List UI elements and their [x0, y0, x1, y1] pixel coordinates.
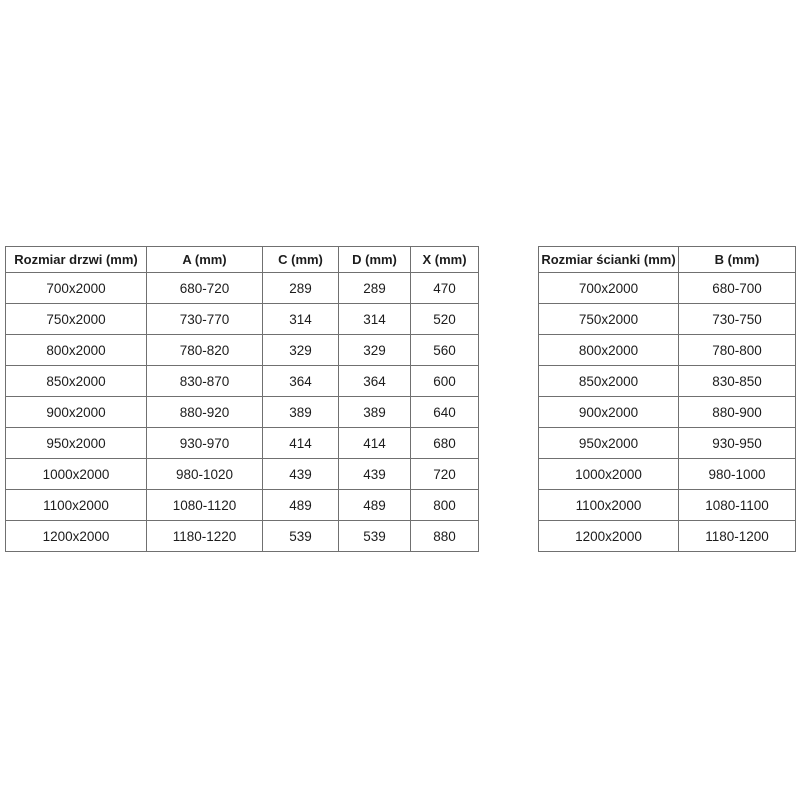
table-cell: 800x2000: [6, 335, 147, 366]
table-cell: 900x2000: [6, 397, 147, 428]
table-cell: 439: [339, 459, 411, 490]
table-row: [539, 521, 796, 552]
table-cell: 470: [411, 273, 479, 304]
table-row: [539, 459, 796, 490]
table-row: [6, 459, 479, 490]
table-row: [6, 273, 479, 304]
table-cell: 850x2000: [539, 366, 679, 397]
table-cell: 539: [339, 521, 411, 552]
header-cell: C (mm): [263, 247, 339, 273]
table-cell: 930-970: [147, 428, 263, 459]
table-cell: 389: [263, 397, 339, 428]
table-row: [539, 490, 796, 521]
table-cell: 830-850: [679, 366, 796, 397]
table-cell: 520: [411, 304, 479, 335]
table-row: [6, 397, 479, 428]
table-row: [539, 304, 796, 335]
header-row: [539, 247, 796, 273]
table-cell: 364: [263, 366, 339, 397]
header-row: [6, 247, 479, 273]
table-cell: 314: [263, 304, 339, 335]
table-cell: 700x2000: [6, 273, 147, 304]
table-cell: 800x2000: [539, 335, 679, 366]
header-cell: D (mm): [339, 247, 411, 273]
table-cell: 730-770: [147, 304, 263, 335]
table-cell: 314: [339, 304, 411, 335]
table-cell: 930-950: [679, 428, 796, 459]
table-cell: 489: [263, 490, 339, 521]
table-cell: 640: [411, 397, 479, 428]
table-row: [6, 366, 479, 397]
header-cell: Rozmiar drzwi (mm): [6, 247, 147, 273]
table-cell: 750x2000: [6, 304, 147, 335]
table-cell: 389: [339, 397, 411, 428]
table-cell: 1100x2000: [539, 490, 679, 521]
table-cell: 680-700: [679, 273, 796, 304]
wall-dimensions-table: [538, 246, 796, 552]
table-cell: 980-1000: [679, 459, 796, 490]
table-cell: 680-720: [147, 273, 263, 304]
table-cell: 1180-1220: [147, 521, 263, 552]
door-dimensions-table: [5, 246, 479, 552]
table-row: [6, 428, 479, 459]
table-cell: 880: [411, 521, 479, 552]
table-row: [539, 366, 796, 397]
table-row: [539, 335, 796, 366]
table-cell: 289: [263, 273, 339, 304]
table-cell: 750x2000: [539, 304, 679, 335]
table-cell: 1000x2000: [539, 459, 679, 490]
table-cell: 950x2000: [539, 428, 679, 459]
header-cell: A (mm): [147, 247, 263, 273]
table-cell: 364: [339, 366, 411, 397]
table-row: [6, 335, 479, 366]
table-cell: 800: [411, 490, 479, 521]
table-row: [539, 428, 796, 459]
table-cell: 780-820: [147, 335, 263, 366]
table-cell: 414: [263, 428, 339, 459]
table-cell: 720: [411, 459, 479, 490]
table-cell: 1100x2000: [6, 490, 147, 521]
table-cell: 1200x2000: [539, 521, 679, 552]
table-cell: 539: [263, 521, 339, 552]
table-row: [539, 397, 796, 428]
table-cell: 830-870: [147, 366, 263, 397]
table-row: [6, 521, 479, 552]
table-cell: 850x2000: [6, 366, 147, 397]
table-cell: 730-750: [679, 304, 796, 335]
table-cell: 1080-1120: [147, 490, 263, 521]
table-cell: 600: [411, 366, 479, 397]
table-cell: 680: [411, 428, 479, 459]
table-cell: 780-800: [679, 335, 796, 366]
header-cell: X (mm): [411, 247, 479, 273]
table-cell: 980-1020: [147, 459, 263, 490]
table-cell: 1200x2000: [6, 521, 147, 552]
header-cell: Rozmiar ścianki (mm): [539, 247, 679, 273]
table-cell: 439: [263, 459, 339, 490]
table-cell: 1000x2000: [6, 459, 147, 490]
table-cell: 900x2000: [539, 397, 679, 428]
table-cell: 560: [411, 335, 479, 366]
table-cell: 1080-1100: [679, 490, 796, 521]
table-cell: 489: [339, 490, 411, 521]
header-cell: B (mm): [679, 247, 796, 273]
table-cell: 1180-1200: [679, 521, 796, 552]
table-cell: 329: [263, 335, 339, 366]
table-cell: 950x2000: [6, 428, 147, 459]
table-row: [539, 273, 796, 304]
table-row: [6, 490, 479, 521]
table-cell: 329: [339, 335, 411, 366]
table-cell: 700x2000: [539, 273, 679, 304]
table-row: [6, 304, 479, 335]
table-cell: 414: [339, 428, 411, 459]
table-cell: 880-900: [679, 397, 796, 428]
table-cell: 289: [339, 273, 411, 304]
table-cell: 880-920: [147, 397, 263, 428]
